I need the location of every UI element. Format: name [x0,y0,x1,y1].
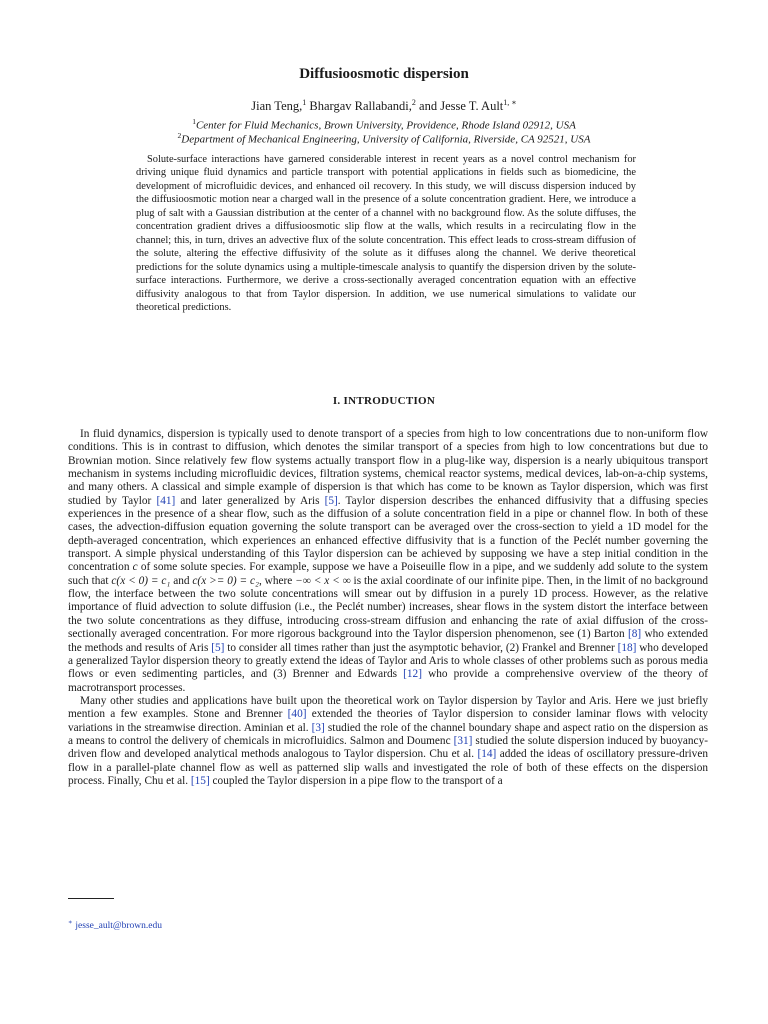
text-run: and later generalized by Aris [175,494,325,507]
footnote-divider [68,898,114,899]
text-run: . Taylor dispersion describes the enhanced diffusivity that a diffusing species experiences in the presence of a shear flow, such as the diffusion of a solute concentration field in a pipe or channel flow. In both of these cases, the advection-diffusion equation governing the solute transport can be averaged over the cross-section to yield a 1D model for the depth-averaged concentration, which experiences an enhanced effective diffusivity that is a function of the Peclét number governing the transport. A simple physical understanding of this Taylor dispersion can be achieved by supposing we have a step initial condition in the concentration [68,494,708,574]
paragraph [68,428,708,695]
text-run: who provide a comprehensive overview of the theory of macrotransport processes. [68,668,708,694]
citation-link[interactable]: [5] [211,641,225,654]
citation-link[interactable]: [5] [324,494,338,507]
math-inline: c(x >= 0) = c₂ [192,574,259,587]
affiliation-line [0,117,768,132]
citation-link[interactable]: [31] [453,734,473,747]
abstract: Solute-surface interactions have garnered considerable interest in recent years as a novel control mechanism for driving unique fluid dynamics and particle transport with potential applications in fields such as biomedicine, the development of microfluidic devices, and enhanced oil recovery. In this study, we will discuss dispersion induced by the diffusioosmotic motion near a charged wall in the presence of a solute concentration gradient. Here, we introduce a plug of salt with a Gaussian distribution at the center of a channel with no background flow. As the solute diffuses, the concentration gradient drives a diffusioosmotic slip flow at the walls, which results in a recirculating flow in the channel; this, in turn, drives an advective flux of the solute concentration. This effect leads to cross-stream diffusion of the solute, altering the effective diffusivity of the solute as it diffuses along the channel. We derive theoretical predictions for the solute dynamics using a multiple-timescale analysis to quantify the dispersion driven by the solute-surface interactions. Furthermore, we derive a cross-sectionally averaged concentration equation with an effective diffusivity analogous to that from Taylor dispersion. In addition, we use numerical simulations to validate our theoretical predictions. [136,154,636,313]
text-run: is the axial coordinate of our infinite pipe. Then, in the limit of no background flow, the interface between the two solute concentrations will smear out by diffusion in a purely 1D process. However, as the relative importance of fluid advection to solute diffusion (i.e., the Peclét number) increases, shear flows in the system distort the interface between the two solute concentrations as they diffuse, introducing cross-stream diffusion and enhancing the rate of axial diffusion of the cross-sectionally averaged concentration. For more rigorous background into the Taylor dispersion phenomenon, see (1) Barton [68,574,709,641]
text-run: In fluid dynamics, dispersion is typically used to denote transport of a species from high to low concentrations due to non-uniform flow conditions. This is in contrast to diffusion, which denotes the similar transport of a species from high to low concentrations but due to Brownian motion. Since relatively few flow systems actually transport flow in a plug-like way, dispersion is a nearly ubiquitous transport mechanism in systems including microfluidic devices, filtration systems, chemical reactor systems, medical devices, lab-on-a-chip systems, and many others. A classical and simple example of dispersion is that which has come to be known as Taylor dispersion, which was first studied by Taylor [68,428,708,507]
text-run: , where [258,574,296,587]
citation-link[interactable]: [18] [617,641,637,654]
section-heading: I. INTRODUCTION [332,395,436,407]
email-link[interactable]: jesse_ault@brown.edu [75,921,162,932]
citation-link[interactable]: [14] [477,748,497,761]
text-run: studied the solute dispersion induced by buoyancy-driven flow and developed analytical methods analogous to Taylor dispersion. Chu et al. [68,734,708,761]
math-inline: c(x < 0) = c₁ [111,574,171,587]
text-run: added the ideas of oscillatory pressure-driven flow in a parallel-plate channel flow as well as patterned slip walls and investigated the role of both of these effects on the dispersion process. Finally, Chu et al. [68,748,708,787]
affiliation-number: 2 [177,131,182,140]
affiliation-text: Department of Mechanical Engineering, University of California, Riverside, CA 92521, USA [181,133,591,146]
affiliation-mark: 1 [302,98,307,107]
text-run: who developed a generalized Taylor dispersion theory to greatly extend the ideas of Taylor and Aris to whole classes of other problems such as porous media flows or even sedimenting particles, and (3) Brenner and Edwards [68,641,708,681]
citation-link[interactable]: [8] [627,628,642,641]
author-name: Jian Teng, [251,99,303,114]
footnote-mark: ∗ [68,919,73,926]
citation-link[interactable]: [12] [403,668,422,681]
author-name: and Jesse T. Ault [415,99,504,114]
author-list [0,98,768,114]
text-run: of some solute species. For example, suppose we have a Poiseuille flow in a pipe, and we suddenly add solute to the system such that [68,561,708,587]
citation-link[interactable]: [15] [190,774,210,787]
affiliation-mark: 2 [411,98,416,107]
citation-link[interactable]: [40] [287,708,307,721]
text-run: extended the theories of Taylor dispersion to consider laminar flows with velocity variations in the streamwise direction. Aminian et al. [68,708,708,734]
text-run: Many other studies and applications have built upon the theoretical work on Taylor dispersion by Taylor and Aris. Here we just briefly mention a few examples. Stone and Brenner [68,694,708,721]
paper-title: Diffusioosmotic dispersion [299,66,469,82]
text-run: to consider all times rather than just the asymptotic behavior, (2) Frankel and Brenner [224,641,618,654]
citation-link[interactable]: [3] [311,721,325,734]
affiliation-mark: 1, ∗ [503,98,517,107]
citation-link[interactable]: [41] [156,494,176,507]
text-run: who extended the methods and results of Aris [68,628,708,654]
body-text [68,428,708,788]
paragraph [68,695,708,788]
math-inline: −∞ < x < ∞ [295,574,351,587]
affiliation-text: Center for Fluid Mechanics, Brown University, Providence, Rhode Island 02912, USA [195,119,576,132]
author-name: Bhargav Rallabandi, [306,99,412,114]
affiliation-number: 1 [192,117,196,126]
math-inline: c [132,561,138,574]
text-run: and [170,574,193,587]
footnote [68,918,162,931]
text-run: coupled the Taylor dispersion in a pipe flow to the transport of a [209,774,503,787]
text-run: studied the role of the channel boundary shape and aspect ratio on the dispersion as a means to control the delivery of chemicals in microfluidics. Salmon and Doumenc [68,721,708,747]
affiliation-line [0,131,768,146]
